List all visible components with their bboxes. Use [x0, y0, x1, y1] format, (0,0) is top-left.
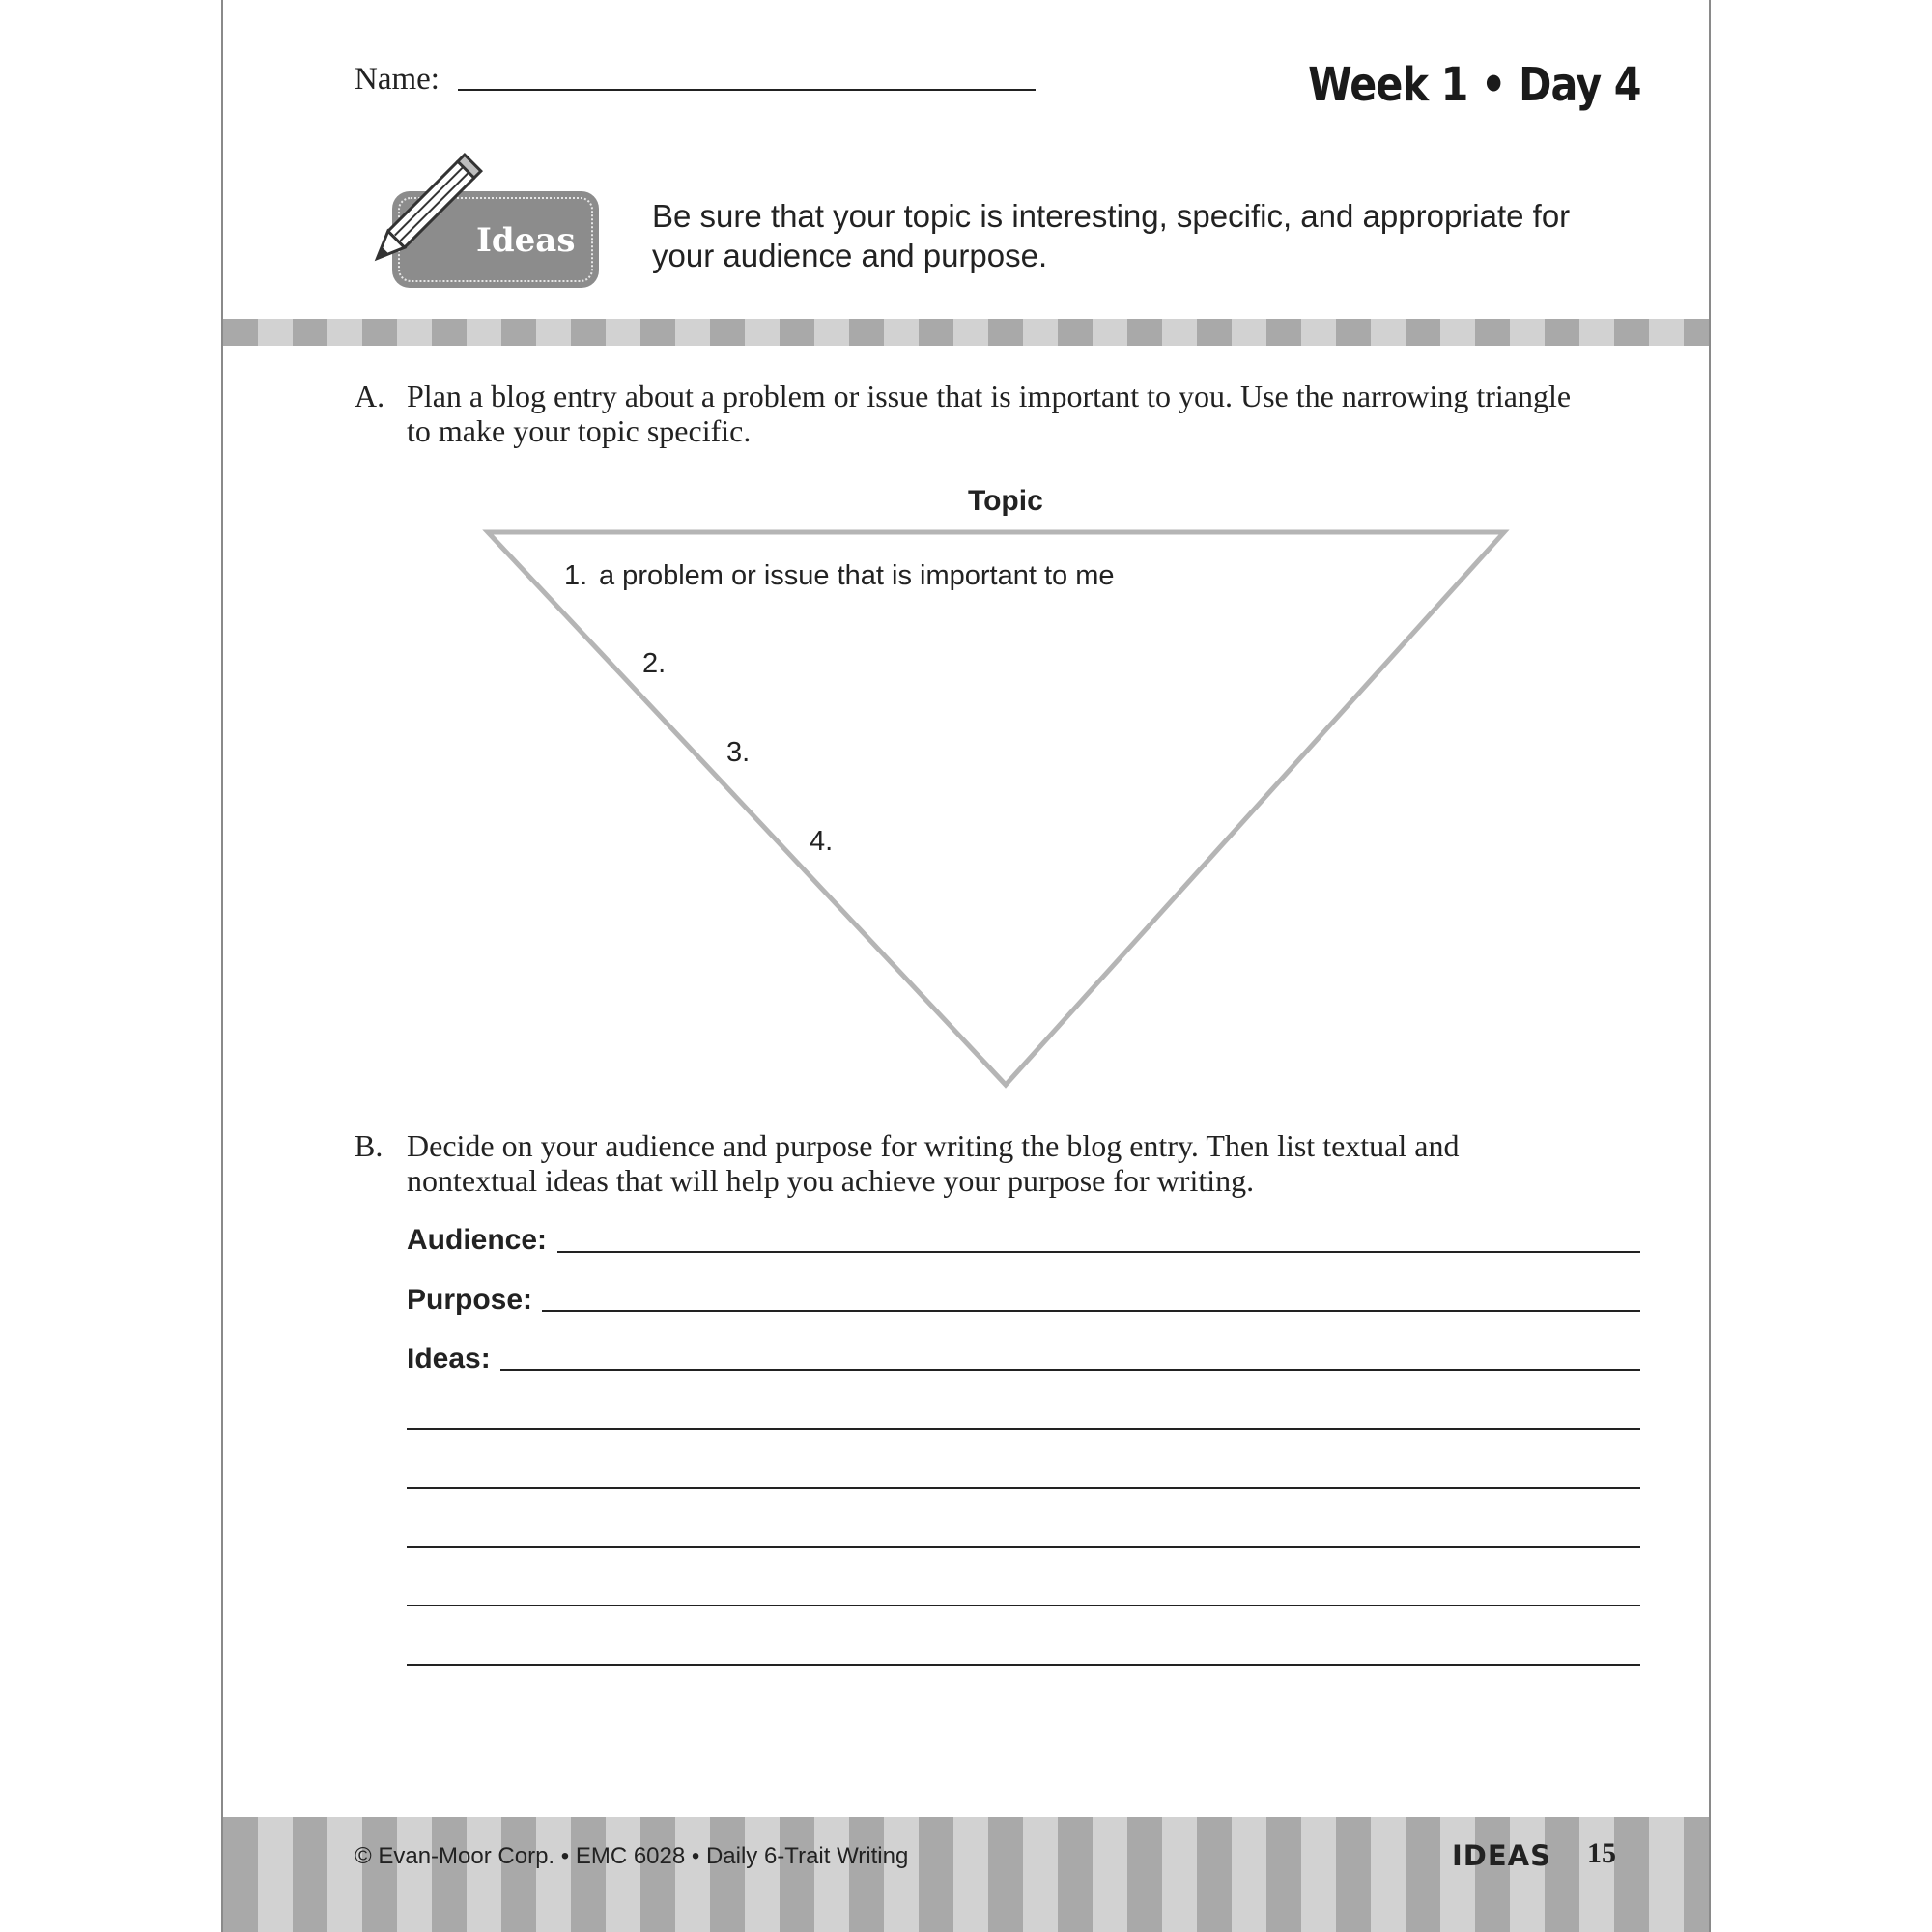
trait-tip: Be sure that your topic is interesting, specific, and appropriate for your audience and purpose.	[652, 198, 1571, 273]
name-label: Name:	[355, 62, 440, 97]
section-a-letter: A.	[355, 379, 385, 413]
worksheet-page	[221, 0, 1711, 1932]
ideas-label: Ideas:	[407, 1343, 491, 1375]
audience-field[interactable]	[557, 1251, 1640, 1253]
triangle-item-4-number: 4.	[810, 826, 834, 857]
pencil-icon	[348, 153, 483, 288]
triangle-item-2-number: 2.	[642, 648, 667, 679]
triangle-item-1-text: a problem or issue that is important to me	[599, 560, 1115, 591]
trait-badge-label: Ideas	[476, 221, 576, 260]
ideas-line[interactable]	[407, 1487, 1640, 1489]
header-divider-stripe	[223, 319, 1709, 346]
section-b-instructions: Decide on your audience and purpose for writing the blog entry. Then list textual and nontextual ideas that will help you achieve your purpose for writing.	[407, 1128, 1460, 1198]
page-number: 15	[1587, 1837, 1616, 1869]
footer-stripe	[223, 1817, 1709, 1932]
triangle-item-3-number: 3.	[726, 737, 751, 768]
triangle-item-1-number: 1.	[564, 560, 588, 591]
section-a-instructions: Plan a blog entry about a problem or issue that is important to you. Use the narrowing triangle to make your topic specific.	[407, 379, 1572, 448]
triangle-title: Topic	[968, 485, 1043, 517]
section-b-letter: B.	[355, 1128, 384, 1163]
ideas-line[interactable]	[407, 1546, 1640, 1548]
footer-trait: IDEAS	[1452, 1839, 1552, 1872]
week-day-title: Week 1 • Day 4	[1308, 58, 1641, 112]
purpose-field[interactable]	[542, 1310, 1640, 1312]
name-field[interactable]	[458, 89, 1036, 91]
ideas-line[interactable]	[407, 1428, 1640, 1430]
ideas-line[interactable]	[407, 1664, 1640, 1666]
purpose-label: Purpose:	[407, 1284, 533, 1316]
footer-copyright: © Evan-Moor Corp. • EMC 6028 • Daily 6-Trait Writing	[355, 1843, 909, 1869]
ideas-line[interactable]	[407, 1605, 1640, 1606]
ideas-field[interactable]	[500, 1369, 1640, 1371]
audience-label: Audience:	[407, 1224, 548, 1256]
